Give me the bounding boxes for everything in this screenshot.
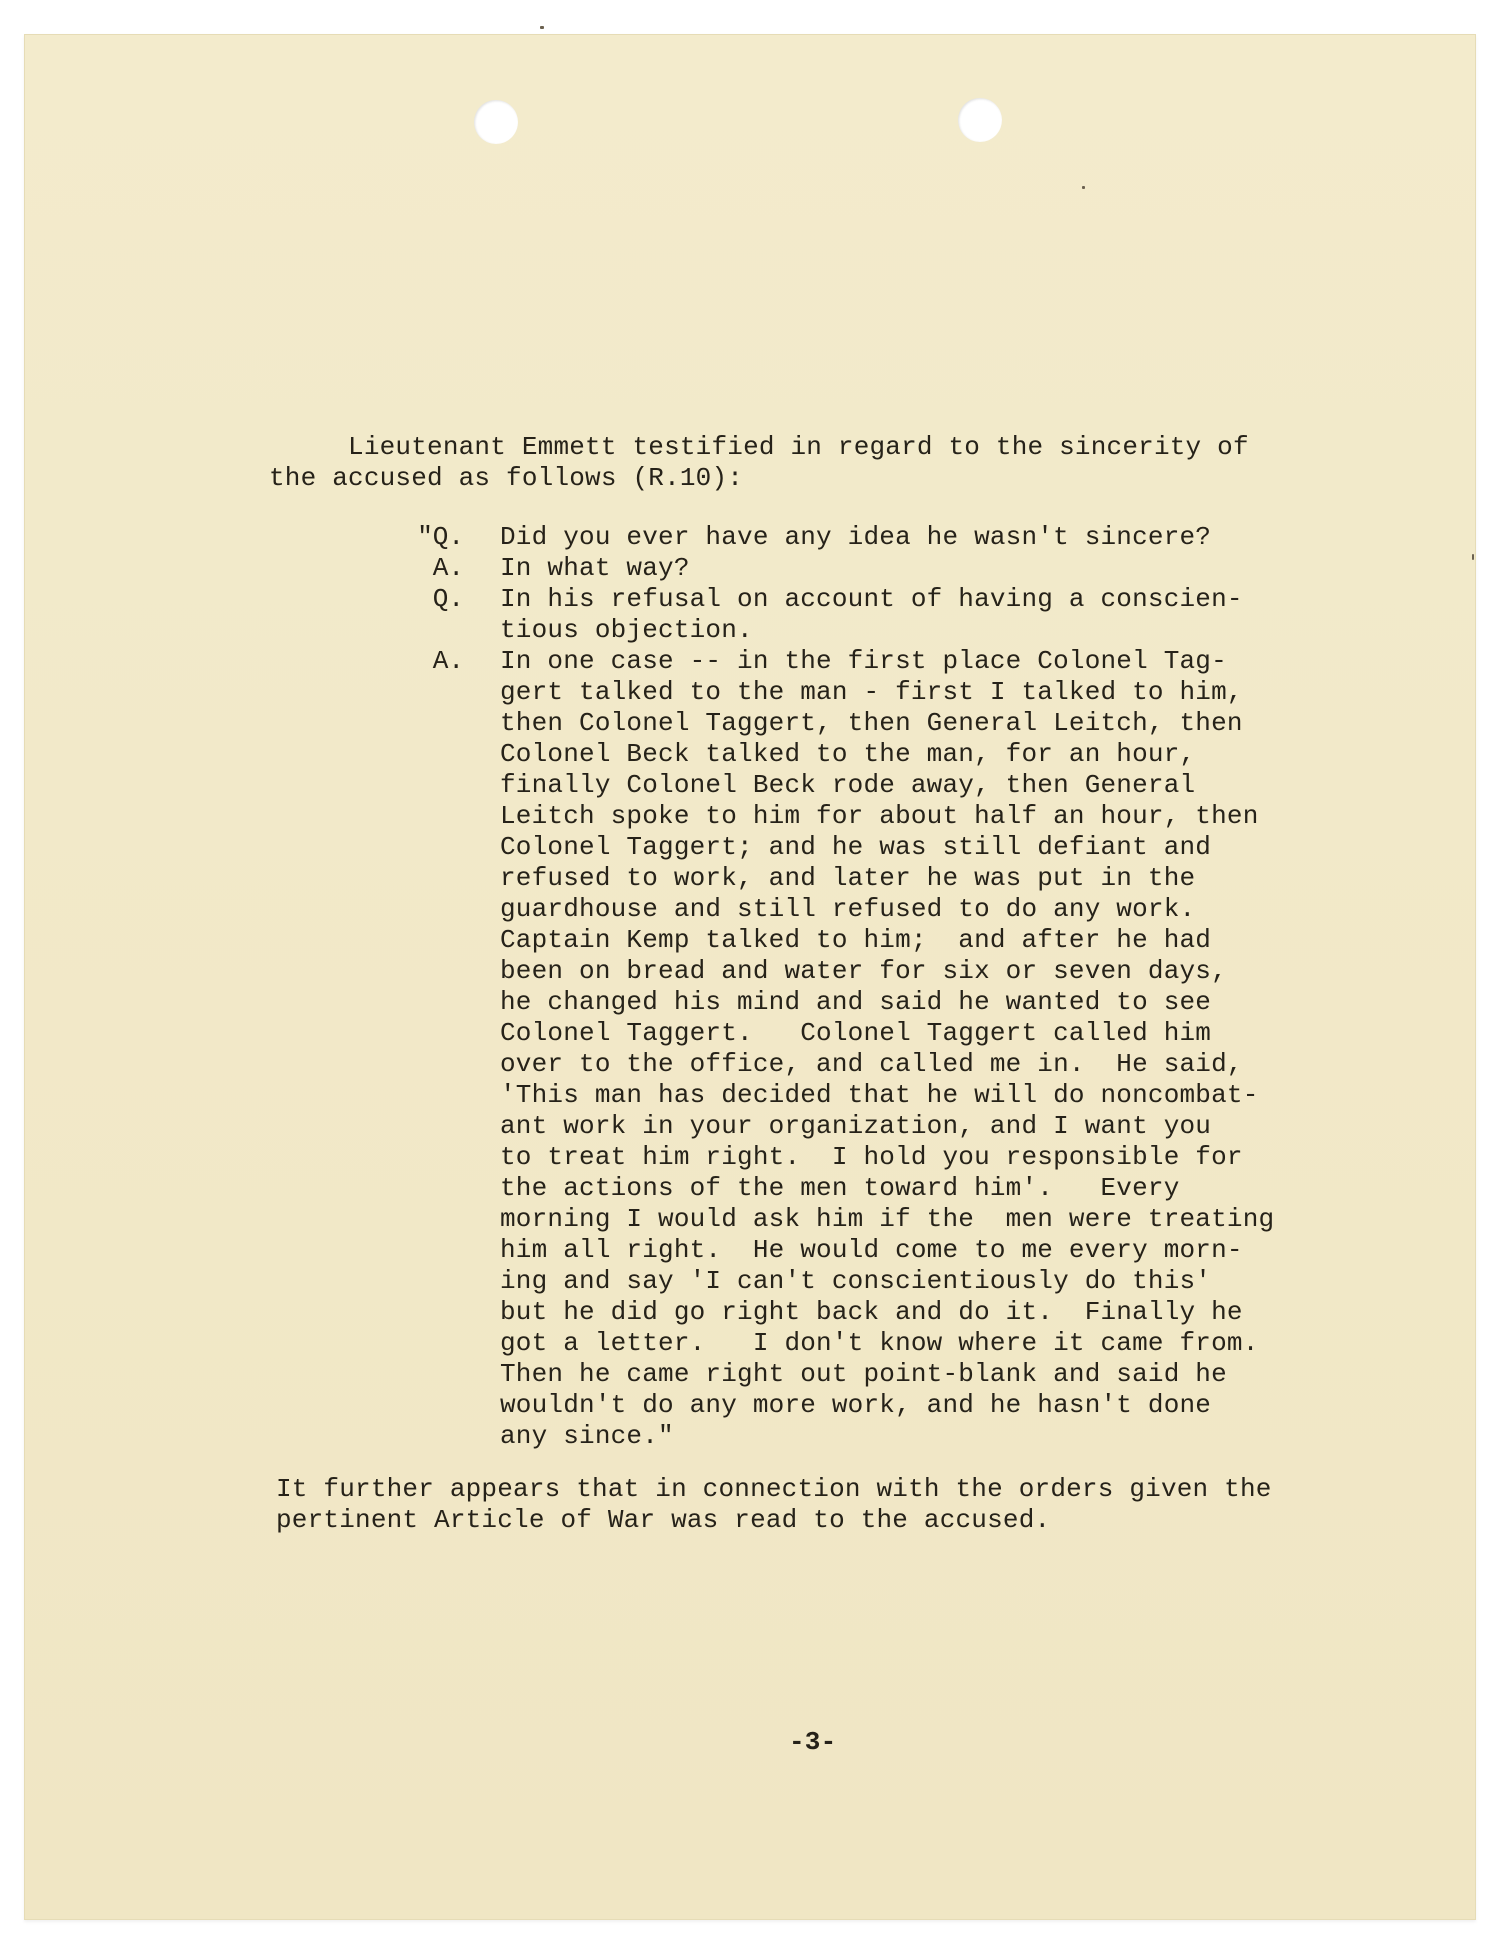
text-line: got a letter. I don't know where it came from. <box>500 1328 1259 1358</box>
text-line: guardhouse and still refused to do any work. <box>500 894 1196 924</box>
qa-text <box>500 522 1316 553</box>
qa-text <box>500 584 1316 646</box>
text-line: ant work in your organization, and I want you <box>500 1111 1212 1141</box>
document-page <box>24 34 1476 1920</box>
text-line: In his refusal on account of having a conscien- <box>500 584 1243 614</box>
text-line: Did you ever have any idea he wasn't sincere? <box>500 522 1212 552</box>
text-line: ing and say 'I can't conscientiously do this' <box>500 1266 1212 1296</box>
text-line: wouldn't do any more work, and he hasn't done <box>500 1390 1212 1420</box>
qa-label: Q. <box>432 584 464 614</box>
qa-text <box>500 646 1316 1452</box>
intro-paragraph <box>269 432 1249 494</box>
text-line: morning I would ask him if the men were treating <box>500 1204 1275 1234</box>
text-line: then Colonel Taggert, then General Leitch, then <box>500 708 1243 738</box>
closing-paragraph <box>276 1474 1272 1536</box>
text-line: Colonel Taggert. Colonel Taggert called him <box>500 1018 1212 1048</box>
testimony-quote <box>416 522 1316 1452</box>
text-line: but he did go right back and do it. Finally he <box>500 1297 1243 1327</box>
text-line: gert talked to the man - first I talked to him, <box>500 677 1243 707</box>
text-line: the actions of the men toward him'. Every <box>500 1173 1180 1203</box>
text-line: It further appears that in connection with the orders given the <box>276 1474 1272 1504</box>
qa-label: "Q. <box>417 522 464 552</box>
punch-hole-left <box>474 100 518 144</box>
text-line: In one case -- in the first place Colonel Tag- <box>500 646 1227 676</box>
text-line: over to the office, and called me in. He said, <box>500 1049 1243 1079</box>
text-line: finally Colonel Beck rode away, then General <box>500 770 1196 800</box>
text-line: Captain Kemp talked to him; and after he had <box>500 925 1212 955</box>
text-line: Lieutenant Emmett testified in regard to the sincerity of <box>269 432 1249 462</box>
text-line: refused to work, and later he was put in the <box>500 863 1196 893</box>
qa-entry <box>416 646 1316 1452</box>
paper-speck <box>540 26 544 29</box>
qa-entry <box>416 553 1316 584</box>
text-line: Then he came right out point-blank and said he <box>500 1359 1227 1389</box>
qa-text <box>500 553 1316 584</box>
qa-entry <box>416 522 1316 553</box>
text-line: In what way? <box>500 553 690 583</box>
qa-entry <box>416 584 1316 646</box>
text-line: him all right. He would come to me every morn- <box>500 1235 1243 1265</box>
text-line: Colonel Taggert; and he was still defiant and <box>500 832 1212 862</box>
text-line: Colonel Beck talked to the man, for an hour, <box>500 739 1196 769</box>
paper-speck <box>1082 186 1085 189</box>
punch-hole-right <box>958 98 1002 142</box>
text-line: been on bread and water for six or seven days, <box>500 956 1227 986</box>
qa-label: A. <box>432 646 464 676</box>
text-line: the accused as follows (R.10): <box>269 463 744 493</box>
page-number: -3- <box>789 1727 837 1757</box>
text-line: 'This man has decided that he will do noncombat- <box>500 1080 1259 1110</box>
text-line: Leitch spoke to him for about half an hour, then <box>500 801 1259 831</box>
qa-label: A. <box>432 553 464 583</box>
paper-speck <box>1472 554 1474 560</box>
text-line: he changed his mind and said he wanted to see <box>500 987 1212 1017</box>
text-line: pertinent Article of War was read to the accused. <box>276 1505 1051 1535</box>
text-line: any since." <box>500 1421 674 1451</box>
text-line: tious objection. <box>500 615 753 645</box>
text-line: to treat him right. I hold you responsible for <box>500 1142 1243 1172</box>
